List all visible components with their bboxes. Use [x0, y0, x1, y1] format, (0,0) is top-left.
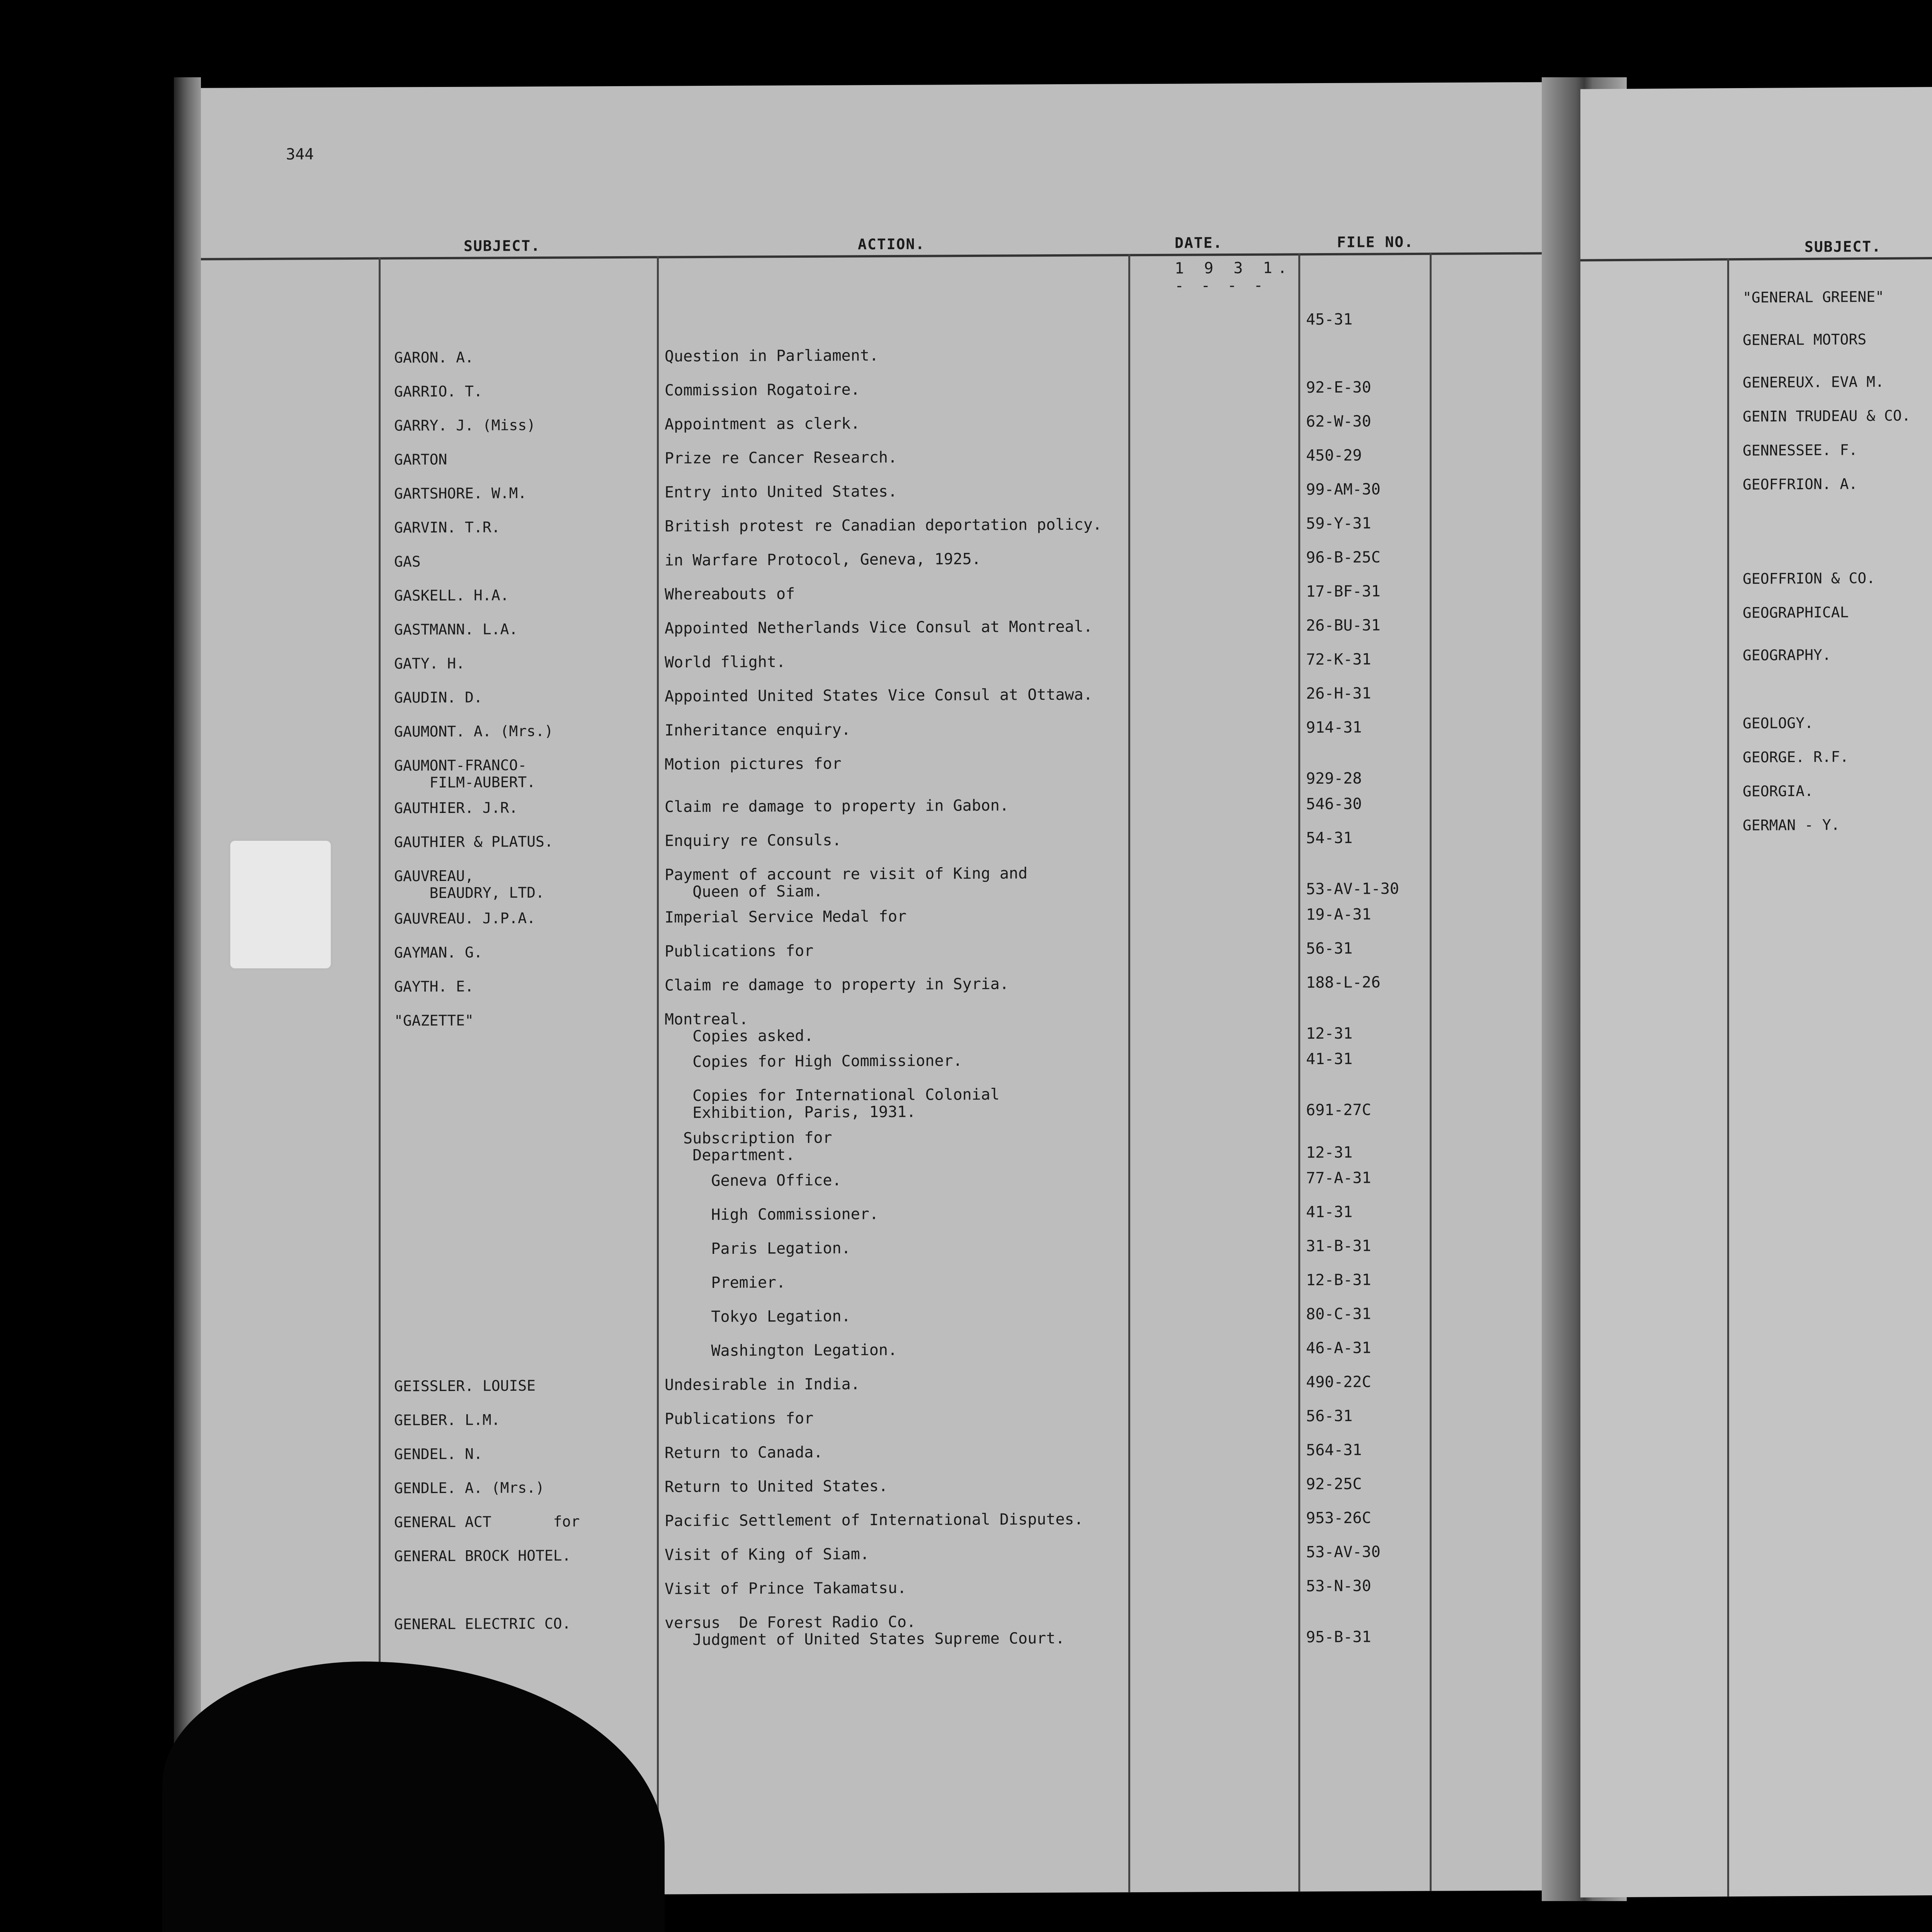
ledger-row — [201, 1543, 1569, 1566]
ledger-row — [1580, 435, 1932, 461]
row-action: Visit of King of Siam. — [665, 1545, 869, 1564]
row-action: World flight. — [665, 653, 786, 672]
row-file-number: 31-B-31 — [1306, 1237, 1371, 1255]
ledger-row — [201, 412, 1569, 435]
ledger-row — [1580, 1235, 1932, 1297]
row-subject: GENEREUX. EVA M. — [1743, 373, 1884, 391]
ledger-row — [201, 1202, 1569, 1226]
row-file-number: 62-W-30 — [1306, 412, 1371, 431]
row-file-number: 46-A-31 — [1306, 1339, 1371, 1357]
row-subject: GATY. H. — [394, 655, 465, 672]
row-action: Claim re damage to property in Syria. — [665, 975, 1009, 995]
row-action: Publications for — [665, 1409, 814, 1428]
left-header-subject: SUBJECT. — [464, 237, 541, 255]
row-subject: GARTSHORE. W.M. — [394, 485, 527, 502]
row-file-number: 12-31 — [1306, 1024, 1353, 1043]
row-subject: GAUTHIER & PLATUS. — [394, 833, 553, 851]
row-action: Return to United States. — [665, 1477, 888, 1496]
right-ledger-page — [1580, 81, 1932, 1897]
row-file-number: 12-B-31 — [1306, 1271, 1371, 1289]
ledger-row — [201, 1338, 1569, 1362]
scan-background-left — [0, 0, 201, 1932]
ledger-row — [201, 1372, 1569, 1396]
row-file-number: 450-29 — [1306, 446, 1362, 465]
left-header-action: ACTION. — [858, 235, 925, 253]
ledger-row — [201, 446, 1569, 469]
ledger-row — [201, 616, 1569, 639]
row-subject: GASKELL. H.A. — [394, 587, 509, 604]
row-action: Undesirable in India. — [665, 1375, 860, 1394]
row-file-number: 564-31 — [1306, 1441, 1362, 1459]
ledger-row — [1580, 844, 1932, 887]
ledger-row — [201, 1440, 1569, 1464]
row-action: Enquiry re Consuls. — [665, 831, 842, 850]
ledger-row — [1580, 469, 1932, 530]
ledger-row — [201, 650, 1569, 673]
row-file-number: 54-31 — [1306, 829, 1353, 847]
row-subject: GAYTH. E. — [394, 978, 474, 995]
ledger-row — [201, 548, 1569, 571]
row-subject: GARRY. J. (Miss) — [394, 416, 536, 434]
ledger-row — [1580, 776, 1932, 801]
row-action: Prize re Cancer Research. — [665, 448, 898, 468]
ledger-row — [1580, 997, 1932, 1022]
row-subject: GARRIO. T. — [394, 383, 483, 400]
row-file-number: 929-28 — [1306, 769, 1362, 788]
ledger-row — [201, 752, 1569, 793]
row-file-number: 41-31 — [1306, 1050, 1353, 1068]
row-subject: GAUMONT. A. (Mrs.) — [394, 722, 553, 740]
row-action: Inheritance enquiry. — [665, 721, 851, 740]
row-action: Paris Legation. — [665, 1239, 851, 1258]
row-subject: GENERAL BROCK HOTEL. — [394, 1547, 571, 1565]
ledger-row — [201, 514, 1569, 537]
row-subject: GAUVREAU. J.P.A. — [394, 909, 536, 927]
row-subject: GENERAL MOTORS — [1743, 331, 1867, 349]
row-subject: GENERAL ELECTRIC CO. — [394, 1615, 571, 1633]
ledger-row — [1580, 597, 1932, 641]
row-file-number: 953-26C — [1306, 1509, 1371, 1527]
left-ledger-page — [201, 82, 1569, 1896]
row-file-number: 53-AV-1-30 — [1306, 880, 1399, 898]
row-subject: GEOLOGY. — [1743, 714, 1814, 732]
row-action: versus De Forest Radio Co. Judgment of United States Supreme Court. — [665, 1613, 1065, 1649]
row-subject: GEORGIA. — [1743, 782, 1814, 800]
row-file-number: 12-31 — [1306, 1143, 1353, 1162]
row-file-number: 80-C-31 — [1306, 1305, 1371, 1323]
row-file-number: 490-22C — [1306, 1373, 1371, 1391]
ledger-row — [1580, 1159, 1932, 1185]
row-file-number: 26-H-31 — [1306, 684, 1371, 703]
ledger-row — [201, 480, 1569, 503]
ledger-row — [1580, 367, 1932, 393]
row-file-number: 41-31 — [1306, 1203, 1353, 1221]
row-file-number: 99-AM-30 — [1306, 480, 1381, 499]
row-file-number: 53-AV-30 — [1306, 1543, 1381, 1561]
row-action: Tokyo Legation. — [665, 1307, 851, 1326]
row-file-number: 188-L-26 — [1306, 973, 1381, 992]
row-action: Appointed United States Vice Consul at Ottawa. — [665, 685, 1093, 706]
row-action: Copies for High Commissioner. — [665, 1052, 963, 1071]
row-action: Appointment as clerk. — [665, 415, 860, 434]
ledger-row — [201, 718, 1569, 742]
ledger-row — [1580, 1193, 1932, 1236]
row-action: Claim re damage to property in Gabon. — [665, 796, 1009, 816]
row-file-number: 96-B-25C — [1306, 548, 1381, 567]
ledger-row — [1580, 1125, 1932, 1151]
row-action: Copies for International Colonial Exhibition, Paris, 1931. — [692, 1085, 1000, 1122]
ledger-row — [201, 973, 1569, 997]
row-file-number: 19-A-31 — [1306, 905, 1371, 924]
ledger-row — [1580, 282, 1932, 325]
ledger-row — [201, 1126, 1569, 1167]
row-subject: GENNESSEE. F. — [1743, 441, 1858, 459]
row-action: Question in Parliament. — [665, 347, 879, 366]
left-year-dashes: - - - - — [1175, 276, 1267, 295]
ledger-row — [1580, 401, 1932, 427]
row-subject: GAYMAN. G. — [394, 944, 483, 961]
ledger-row — [201, 862, 1569, 904]
ledger-row — [1580, 707, 1932, 733]
ledger-row — [1580, 1576, 1932, 1602]
row-file-number: 72-K-31 — [1306, 650, 1371, 669]
row-action: in Warfare Protocol, Geneva, 1925. — [665, 550, 981, 570]
row-file-number: 77-A-31 — [1306, 1169, 1371, 1187]
ledger-row — [201, 310, 1569, 333]
ledger-row — [201, 582, 1569, 605]
row-action: Montreal. Copies asked. — [665, 1010, 814, 1046]
row-subject: GAUVREAU, BEAUDRY, LTD. — [394, 867, 544, 902]
ledger-row — [1580, 1031, 1932, 1056]
row-subject: GENDEL. N. — [394, 1445, 483, 1463]
row-subject: GAUDIN. D. — [394, 689, 483, 706]
row-subject: GAS — [394, 553, 421, 570]
row-action: Visit of Prince Takamatsu. — [665, 1579, 907, 1598]
row-file-number: 59-Y-31 — [1306, 514, 1371, 533]
row-action: Washington Legation. — [665, 1341, 898, 1360]
ledger-row — [1580, 1296, 1932, 1339]
row-subject: GEOFFRION. A. — [1743, 475, 1858, 493]
left-page-number: 344 — [286, 145, 314, 163]
ledger-row — [1580, 673, 1932, 699]
row-file-number: 914-31 — [1306, 718, 1362, 737]
ledger-row — [201, 1406, 1569, 1430]
ledger-row — [201, 905, 1569, 929]
row-subject: GARVIN. T.R. — [394, 519, 500, 536]
row-action: Subscription for Department. — [683, 1129, 832, 1165]
ledger-row — [201, 1236, 1569, 1260]
row-action: Imperial Service Medal for — [665, 907, 907, 927]
row-file-number: 92-E-30 — [1306, 378, 1371, 397]
row-file-number: 92-25C — [1306, 1475, 1362, 1493]
ledger-row — [1580, 563, 1932, 589]
row-file-number: 95-B-31 — [1306, 1628, 1371, 1646]
row-action: Commission Rogatoire. — [665, 381, 860, 400]
row-action: Payment of account re visit of King and Queen of Siam. — [665, 864, 1028, 901]
row-subject: GARTON — [394, 451, 447, 468]
ledger-row — [1580, 954, 1932, 998]
row-subject: GENERAL ACT for — [394, 1513, 580, 1531]
ledger-row — [201, 1611, 1569, 1652]
row-subject: GEOGRAPHICAL — [1743, 604, 1849, 622]
ledger-row — [201, 1304, 1569, 1328]
row-subject: GAUTHIER. J.R. — [394, 799, 518, 817]
row-file-number: 17-BF-31 — [1306, 582, 1381, 601]
ledger-row — [1580, 1534, 1932, 1577]
ledger-row — [1580, 529, 1932, 555]
ledger-row — [201, 828, 1569, 852]
row-subject: "GAZETTE" — [394, 1012, 474, 1029]
left-year: 1 9 3 1. — [1175, 259, 1293, 277]
row-subject: GENIN TRUDEAU & CO. — [1743, 407, 1911, 425]
row-subject: "GENERAL GREENE" — [1743, 288, 1884, 306]
row-file-number: 26-BU-31 — [1306, 616, 1381, 635]
row-action: Geneva Office. — [665, 1171, 842, 1190]
row-action: Entry into United States. — [665, 482, 898, 502]
ledger-row — [201, 1049, 1569, 1073]
index-tab — [228, 838, 333, 971]
ledger-row — [201, 1270, 1569, 1294]
row-subject: GARON. A. — [394, 349, 474, 366]
row-action: Premier. — [665, 1274, 786, 1292]
ledger-row — [201, 1509, 1569, 1532]
ledger-row — [201, 939, 1569, 963]
right-entries-list — [1580, 81, 1932, 1897]
row-subject: GEOGRAPHY. — [1743, 646, 1831, 664]
ledger-row — [1580, 810, 1932, 835]
row-subject: GEORGE. R.F. — [1743, 748, 1849, 766]
row-file-number: 56-31 — [1306, 1407, 1353, 1425]
row-subject: GEISSLER. LOUISE — [394, 1377, 536, 1395]
left-entries-list — [201, 82, 1569, 1896]
ledger-row — [1580, 324, 1932, 368]
row-action: Motion pictures for — [665, 755, 842, 774]
ledger-row — [1580, 1423, 1932, 1467]
row-action: Return to Canada. — [665, 1443, 823, 1462]
row-file-number: 546-30 — [1306, 795, 1362, 813]
ledger-row — [1580, 920, 1932, 946]
row-file-number: 691-27C — [1306, 1101, 1371, 1119]
ledger-row — [201, 378, 1569, 401]
ledger-row — [1580, 1381, 1932, 1424]
row-action: British protest re Canadian deportation policy. — [665, 515, 1102, 536]
ledger-row — [1580, 1338, 1932, 1382]
row-action: Publications for — [665, 942, 814, 961]
ledger-row — [1580, 1466, 1932, 1492]
row-file-number: 56-31 — [1306, 939, 1353, 958]
ledger-row — [201, 1007, 1569, 1048]
row-subject: GAUMONT-FRANCO- FILM-AUBERT. — [394, 757, 536, 791]
row-action: Pacific Settlement of International Disputes. — [665, 1510, 1083, 1530]
row-subject: GELBER. L.M. — [394, 1411, 500, 1429]
row-subject: GEOFFRION & CO. — [1743, 569, 1876, 588]
row-subject: GENDLE. A. (Mrs.) — [394, 1479, 544, 1497]
ledger-row — [201, 1577, 1569, 1600]
ledger-row — [201, 1168, 1569, 1192]
ledger-row — [1580, 742, 1932, 767]
ledger-row — [201, 344, 1569, 367]
row-action: Appointed Netherlands Vice Consul at Montreal. — [665, 617, 1093, 638]
row-file-number: 45-31 — [1306, 310, 1353, 329]
left-header-date: DATE. — [1175, 234, 1223, 252]
ledger-row — [1580, 1065, 1932, 1126]
ledger-row — [1580, 886, 1932, 912]
row-subject: GERMAN - Y. — [1743, 816, 1840, 834]
ledger-row — [201, 1083, 1569, 1125]
ledger-row — [201, 1475, 1569, 1498]
row-file-number: 53-N-30 — [1306, 1577, 1371, 1595]
row-action: High Commissioner. — [665, 1205, 879, 1224]
right-header-subject: SUBJECT. — [1804, 238, 1882, 256]
ledger-row — [201, 684, 1569, 707]
ledger-row — [1580, 639, 1932, 665]
left-header-file: FILE NO. — [1337, 233, 1414, 251]
ledger-row — [201, 794, 1569, 818]
book-binding-edge — [174, 77, 201, 1913]
ledger-row — [1580, 1500, 1932, 1526]
row-subject: GASTMANN. L.A. — [394, 621, 518, 638]
row-action: Whereabouts of — [665, 585, 795, 604]
